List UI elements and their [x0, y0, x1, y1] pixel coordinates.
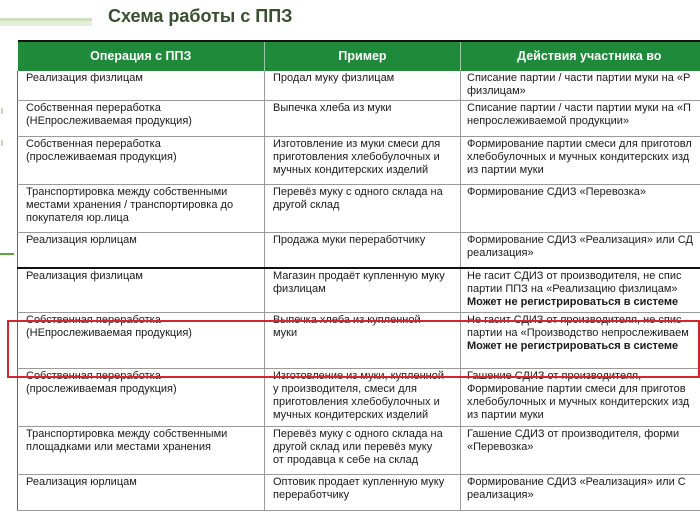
- table-row: [18, 475, 700, 511]
- cell-example: Магазин продаёт купленную муку физлицам: [265, 268, 461, 313]
- table-row-highlighted: [18, 313, 700, 369]
- action-text: Формирование партии смеси для приготовл хлебобулочных и мучных кондитерских изд из партии муки: [467, 138, 692, 176]
- cell-example: Продажа муки переработчику: [265, 233, 461, 268]
- cell-operation: Собственная переработка (НЕпрослеживаемая продукция): [18, 101, 265, 137]
- action-text: Списание партии / части партии муки на «П непрослеживаемой продукции»: [467, 102, 691, 127]
- ppz-operations-table: [17, 40, 700, 511]
- table-row: [18, 233, 700, 268]
- cell-operation: Реализация юрлицам: [18, 233, 265, 268]
- cell-action: [461, 137, 700, 185]
- cell-action: [461, 369, 700, 427]
- header-operation: Операция с ППЗ: [18, 41, 265, 71]
- table-header-row: [18, 41, 700, 71]
- cell-operation: Реализация юрлицам: [18, 475, 265, 511]
- cell-example: Перевёз муку с одного склада на другой склад: [265, 185, 461, 233]
- cell-action: [461, 313, 700, 369]
- action-text: Гашение СДИЗ от производителя, форми «Перевозка»: [467, 428, 680, 453]
- cell-example: Изготовление из муки смеси для приготовления хлебобулочных и мучных кондитерских изделий: [265, 137, 461, 185]
- action-text: Формирование СДИЗ «Реализация» или С реализация»: [467, 476, 686, 501]
- cell-example: Оптовик продает купленную муку переработчику: [265, 475, 461, 511]
- action-note: Может не регистрироваться в системе: [467, 340, 679, 352]
- cell-operation: Собственная переработка (прослеживаемая продукция): [18, 369, 265, 427]
- action-text: Формирование СДИЗ «Реализация» или СД реализация»: [467, 234, 693, 259]
- table-row: [18, 101, 700, 137]
- action-text: Гашение СДИЗ от производителя, Формирование партии смеси для приготов хлебобулочных и мучных кондитерских изд из партии муки: [467, 370, 690, 421]
- cell-example: Продал муку физлицам: [265, 71, 461, 101]
- cell-action: [461, 268, 700, 313]
- cell-operation: Собственная переработка (прослеживаемая продукция): [18, 137, 265, 185]
- cell-example: Выпечка хлеба из купленной муки: [265, 313, 461, 369]
- cell-operation: Транспортировка между собственными местами хранения / транспортировка до покупателя юр.лица: [18, 185, 265, 233]
- cell-operation: Реализация физлицам: [18, 71, 265, 101]
- cell-action: [461, 475, 700, 511]
- cell-action: [461, 185, 700, 233]
- table-row: [18, 185, 700, 233]
- header-participant-actions: Действия участника во: [461, 41, 700, 71]
- action-text: Не гасит СДИЗ от производителя, не спис партии ППЗ на «Реализацию физлицам»: [467, 269, 682, 295]
- cell-operation: Транспортировка между собственными площадками или местами хранения: [18, 427, 265, 475]
- table-row: [18, 369, 700, 427]
- title-accent-bar: [0, 18, 92, 26]
- slide-header: [0, 0, 700, 38]
- left-group-marker: [0, 253, 14, 255]
- table-row: [18, 268, 700, 313]
- cell-example: Перевёз муку с одного склада на другой склад или перевёз муку от продавца к себе на склад: [265, 427, 461, 475]
- action-text: Не гасит СДИЗ от производителя, не спис партии на «Производство непрослеживаем: [467, 314, 689, 339]
- left-tick-mark: [1, 108, 5, 114]
- cell-operation: Реализация физлицам: [18, 268, 265, 313]
- table-row: [18, 427, 700, 475]
- action-text: Формирование СДИЗ «Перевозка»: [467, 186, 646, 198]
- action-text: Списание партии / части партии муки на «Р физлицам»: [467, 72, 691, 97]
- cell-example: Изготовление из муки, купленной у производителя, смеси для приготовления хлебобулочных и мучных кондитерских изделий: [265, 369, 461, 427]
- cell-action: [461, 427, 700, 475]
- left-tick-mark: [1, 140, 5, 146]
- table-row: [18, 71, 700, 101]
- cell-action: [461, 71, 700, 101]
- left-decoration: [0, 40, 17, 525]
- cell-action: [461, 101, 700, 137]
- cell-action: [461, 233, 700, 268]
- slide-title: Схема работы с ППЗ: [108, 6, 293, 26]
- action-note: Может не регистрироваться в системе: [467, 295, 679, 308]
- table-row: [18, 137, 700, 185]
- cell-example: Выпечка хлеба из муки: [265, 101, 461, 137]
- header-example: Пример: [265, 41, 461, 71]
- cell-operation: Собственная переработка (НЕпрослеживаемая продукция): [18, 313, 265, 369]
